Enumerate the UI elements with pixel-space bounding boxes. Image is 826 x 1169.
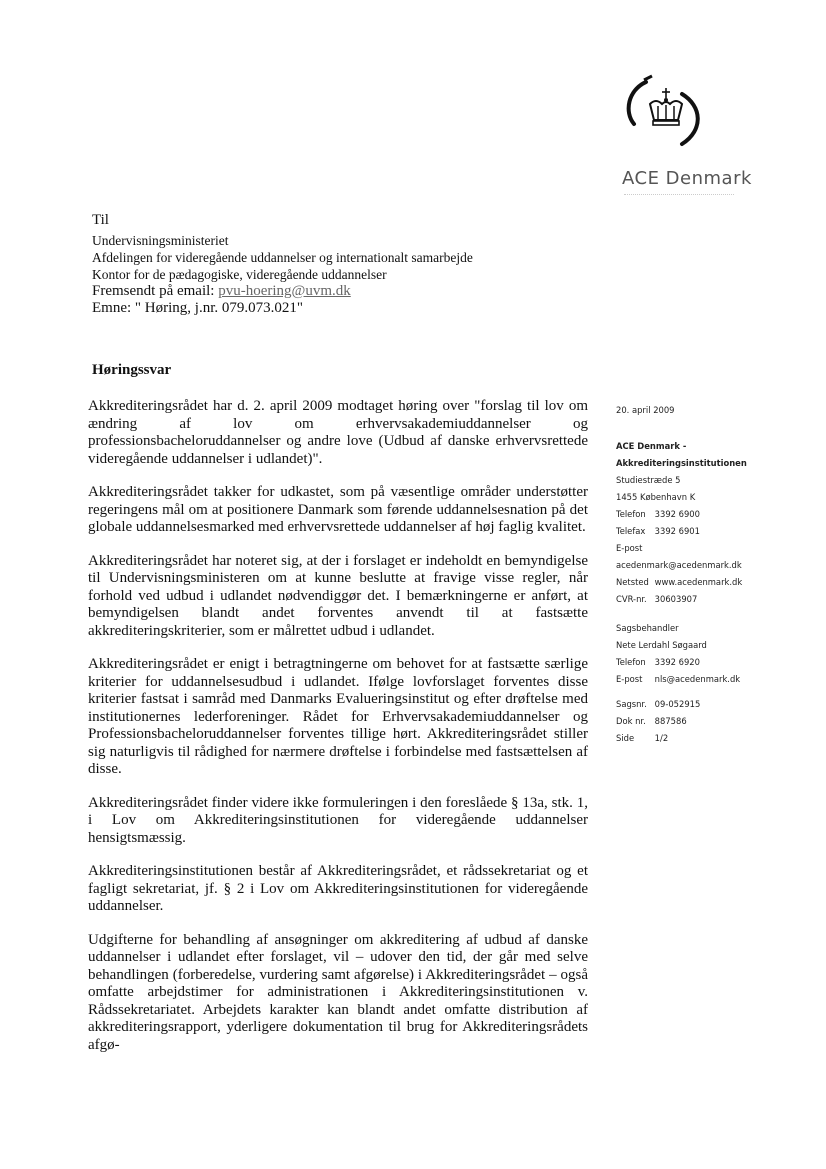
document-heading: Høringssvar: [92, 362, 172, 378]
case-handler-label: Sagsbehandler: [616, 623, 679, 633]
brand-name: ACE Denmark: [622, 168, 752, 189]
org-subname: Akkrediteringsinstitutionen: [616, 458, 747, 468]
letter-date: 20. april 2009: [616, 405, 675, 415]
phone-row: Telefon 3392 6900: [616, 509, 700, 519]
case-email-link[interactable]: nls@acedenmark.dk: [654, 674, 741, 684]
letter-body: [88, 398, 588, 1070]
crown-emblem-icon: [618, 72, 718, 154]
page-number-row: Side 1/2: [616, 733, 669, 743]
to-label: Til: [92, 212, 109, 228]
doc-number-row: Dok nr. 887586: [616, 716, 687, 726]
case-handler-name: Nete Lerdahl Søgaard: [616, 640, 707, 650]
case-phone-row: Telefon 3392 6920: [616, 657, 700, 667]
sent-line: [92, 283, 473, 300]
sender-sidebar: [616, 402, 816, 747]
body-paragraph: Akkrediteringsrådet er enigt i betragtningerne om behovet for at fastsætte særlige kriterier for uddannelsesudbud i udlandet. Ifølge lovforslaget forventes disse kriterier fastsat i samråd med Danmarks Evalueringsinstitut og efter drøftelse med institutionernes lederforeninger. Rådet for Erhvervsakademiuddannelser og Professionsbacheloruddannelser forventes tillige hørt. Akkrediteringsrådet stiller sig naturligvis til rådighed for nærmere drøftelse i forbindelse med fastsættelsen af disse.: [88, 656, 588, 777]
sent-prefix: Fremsendt på email:: [92, 283, 219, 299]
recipient-address: [92, 212, 473, 317]
cvr-row: CVR-nr. 30603907: [616, 594, 698, 604]
email-label: E-post: [616, 543, 643, 553]
recipient-email-link[interactable]: pvu-hoering@uvm.dk: [218, 283, 351, 299]
website-link[interactable]: www.acedenmark.dk: [654, 577, 743, 587]
web-row: Netsted www.acedenmark.dk: [616, 577, 743, 587]
subject-line: Emne: " Høring, j.nr. 079.073.021": [92, 300, 303, 316]
recipient-line: Undervisningsministeriet: [92, 233, 229, 248]
recipient-line: Kontor for de pædagogiske, videregående uddannelser: [92, 267, 387, 282]
body-paragraph: Akkrediteringsinstitutionen består af Akkrediteringsrådet, et rådssekretariat og et fagligt sekretariat, jf. § 2 i Lov om Akkrediteringsinstitutionen for videregående uddannelser.: [88, 863, 588, 914]
body-paragraph: Akkrediteringsrådet har noteret sig, at der i forslaget er indeholdt en bemyndigelse til Undervisningsministeren om at kunne beslutte at fravige visse regler, når forhold ved udbud i udlandet nødvendiggør det. I bemærkningerne er anført, at bemyndigelsen blandt andet forventes anvendt til at fastsætte akkrediteringskriterier, som er målrettet udbud i udlandet.: [88, 552, 588, 639]
org-name: ACE Denmark -: [616, 441, 687, 451]
street: Studiestræde 5: [616, 475, 681, 485]
body-paragraph: Akkrediteringsrådet har d. 2. april 2009 modtaget høring over "forslag til lov om ændring af lov om erhvervsakademiuddannelser og professionsbacheloruddannelser og andre love (Udbud af danske erhvervsrettede videregående uddannelser i udlandet)".: [88, 398, 588, 467]
body-paragraph: Udgifterne for behandling af ansøgninger om akkreditering af udbud af danske uddannelser i udlandet efter forslaget, vil – udover den tid, der går med selve behandlingen (forberedelse, vurdering samt afgørelse) i Akkrediteringsrådet – også omfatte arbejdstimer for administrationen i Akkrediteringsinstitutionen v. Rådssekretariatet. Arbejdets karakter kan blandt andet omfatte distribution af akkrediteringsrapport, yderligere dokumentation til brug for Akkrediteringsrådets afgø-: [88, 931, 588, 1053]
case-number-row: Sagsnr. 09-052915: [616, 699, 701, 709]
org-email-link[interactable]: acedenmark@acedenmark.dk: [616, 560, 742, 570]
case-email-row: E-post nls@acedenmark.dk: [616, 674, 741, 684]
recipient-line: Afdelingen for videregående uddannelser og internationalt samarbejde: [92, 250, 473, 265]
fax-row: Telefax 3392 6901: [616, 526, 700, 536]
brand-tagline-faint: [624, 194, 734, 199]
city: 1455 København K: [616, 492, 696, 502]
body-paragraph: Akkrediteringsrådet takker for udkastet, som på væsentlige områder understøtter regeringens mål om at positionere Danmark som førende uddannelsesnation på det globale uddannelsesmarked med erhvervsrettede uddannelser af høj faglig kvalitet.: [88, 484, 588, 535]
body-paragraph: Akkrediteringsrådet finder videre ikke formuleringen i den foreslåede § 13a, stk. 1, i Lov om Akkrediteringsinstitutionen for videregående uddannelser hensigtsmæssig.: [88, 794, 588, 846]
